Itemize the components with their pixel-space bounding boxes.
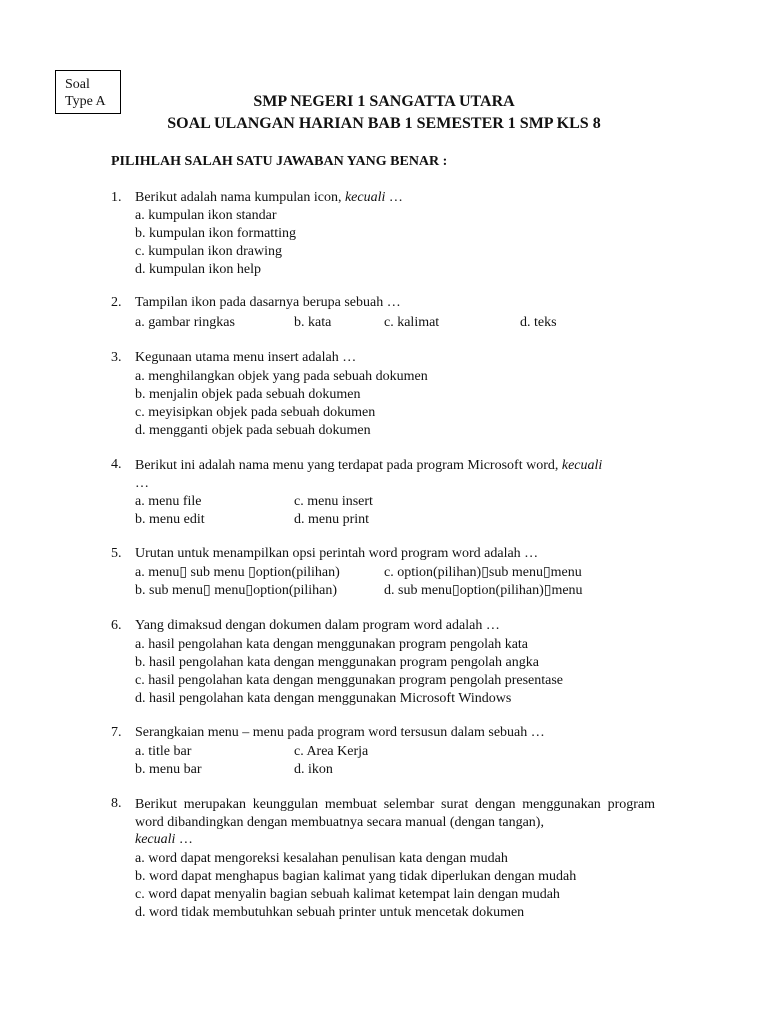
option: a. hasil pengolahan kata dengan menggunakan program pengolah kata <box>135 637 529 652</box>
option: c. Area Kerja <box>294 744 369 759</box>
option: d. teks <box>520 315 557 330</box>
question-text: Serangkaian menu – menu pada program word tersusun dalam sebuah … <box>135 725 545 740</box>
exam-title: SOAL ULANGAN HARIAN BAB 1 SEMESTER 1 SMP KLS 8 <box>167 115 601 132</box>
question-number: 8. <box>111 796 122 811</box>
option: c. kalimat <box>384 315 440 330</box>
question-number: 4. <box>111 457 122 472</box>
option: b. sub menu▯ menu▯option(pilihan) <box>135 583 338 598</box>
exam-type-label-line2: Type A <box>65 94 106 109</box>
question-text: Berikut merupakan keunggulan membuat selembar surat dengan menggunakan program word dibandingkan dengan membuatnya secara manual (dengan tangan), kecuali … <box>135 797 655 847</box>
question-number: 1. <box>111 190 122 205</box>
question-text: Tampilan ikon pada dasarnya berupa sebuah … <box>135 295 401 310</box>
option: b. kumpulan ikon formatting <box>135 226 296 241</box>
option: a. menu▯ sub menu ▯option(pilihan) <box>135 565 340 580</box>
option: a. gambar ringkas <box>135 315 235 330</box>
option: d. hasil pengolahan kata dengan menggunakan Microsoft Windows <box>135 691 512 706</box>
question-number: 6. <box>111 618 122 633</box>
option: d. kumpulan ikon help <box>135 262 261 277</box>
option: a. kumpulan ikon standar <box>135 208 277 223</box>
question-number: 7. <box>111 725 122 740</box>
option: a. menu file <box>135 494 202 509</box>
instruction: PILIHLAH SALAH SATU JAWABAN YANG BENAR : <box>111 154 448 169</box>
option: a. word dapat mengoreksi kesalahan penulisan kata dengan mudah <box>135 851 508 866</box>
question-text: Berikut adalah nama kumpulan icon, kecuali … <box>135 190 403 205</box>
question-number: 2. <box>111 295 122 310</box>
question-text: Urutan untuk menampilkan opsi perintah word program word adalah … <box>135 546 539 561</box>
option: b. menjalin objek pada sebuah dokumen <box>135 387 361 402</box>
question-number: 3. <box>111 350 122 365</box>
option: a. title bar <box>135 744 192 759</box>
option: b. kata <box>294 315 332 330</box>
school-name: SMP NEGERI 1 SANGATTA UTARA <box>253 93 515 110</box>
option: c. menu insert <box>294 494 373 509</box>
option: d. sub menu▯option(pilihan)▯menu <box>384 583 583 598</box>
option: b. menu edit <box>135 512 205 527</box>
question-number: 5. <box>111 546 122 561</box>
option: d. mengganti objek pada sebuah dokumen <box>135 423 371 438</box>
question-text: Yang dimaksud dengan dokumen dalam program word adalah … <box>135 618 500 633</box>
option: d. word tidak membutuhkan sebuah printer untuk mencetak dokumen <box>135 905 525 920</box>
exam-type-label-line1: Soal <box>65 77 90 92</box>
question-text: Kegunaan utama menu insert adalah … <box>135 350 357 365</box>
option: b. word dapat menghapus bagian kalimat yang tidak diperlukan dengan mudah <box>135 869 577 884</box>
option: d. ikon <box>294 762 333 777</box>
option: c. word dapat menyalin bagian sebuah kalimat ketempat lain dengan mudah <box>135 887 560 902</box>
option: c. hasil pengolahan kata dengan menggunakan program pengolah presentase <box>135 673 564 688</box>
option: b. menu bar <box>135 762 202 777</box>
option: c. kumpulan ikon drawing <box>135 244 282 259</box>
question-text: Berikut ini adalah nama menu yang terdapat pada program Microsoft word, kecuali … <box>135 458 603 491</box>
option: c. meyisipkan objek pada sebuah dokumen <box>135 405 376 420</box>
option: b. hasil pengolahan kata dengan menggunakan program pengolah angka <box>135 655 539 670</box>
option: d. menu print <box>294 512 370 527</box>
option: c. option(pilihan)▯sub menu▯menu <box>384 565 582 580</box>
option: a. menghilangkan objek yang pada sebuah dokumen <box>135 369 428 384</box>
